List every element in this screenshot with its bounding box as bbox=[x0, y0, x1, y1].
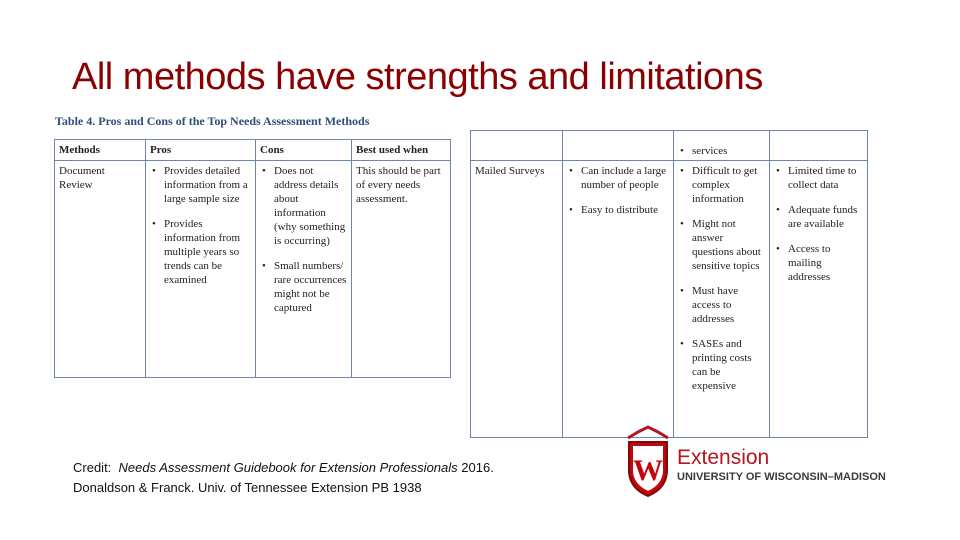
list-item: • Small numbers/ rare occurrences might not be captured bbox=[274, 259, 347, 315]
table-header-row bbox=[55, 140, 451, 161]
header-methods: Methods bbox=[55, 140, 146, 161]
cut-cell bbox=[563, 131, 674, 161]
list-item: • services bbox=[692, 144, 727, 156]
list-item: • Does not address details about information (why something is occurring) bbox=[274, 164, 347, 248]
credit-note bbox=[73, 458, 494, 498]
list-item: • Can include a large number of people bbox=[581, 164, 669, 192]
list-item: • Limited time to collect data bbox=[788, 164, 863, 192]
logo-name: Extension bbox=[677, 446, 770, 469]
cut-cell bbox=[674, 131, 770, 161]
cons-cell bbox=[256, 161, 352, 378]
credit-prefix: Credit: bbox=[73, 460, 119, 475]
table-row bbox=[55, 161, 451, 378]
pros-cell bbox=[146, 161, 256, 378]
method-cell: Mailed Surveys bbox=[471, 161, 563, 438]
logo-subtitle: UNIVERSITY OF WISCONSIN–MADISON bbox=[677, 471, 886, 483]
crest-letter: W bbox=[633, 454, 663, 487]
best-used-cell: This should be part of every needs assessment. bbox=[352, 161, 451, 378]
header-cons: Cons bbox=[256, 140, 352, 161]
list-item: • Must have access to addresses bbox=[692, 284, 765, 326]
uw-crest-icon bbox=[624, 424, 672, 498]
slide-title: All methods have strengths and limitations bbox=[72, 56, 763, 98]
best-used-cell bbox=[770, 161, 868, 438]
list-item: • Might not answer questions about sensitive topics bbox=[692, 217, 765, 273]
header-pros: Pros bbox=[146, 140, 256, 161]
method-cell: Document Review bbox=[55, 161, 146, 378]
table-row-cut bbox=[471, 131, 868, 161]
list-item: • Access to mailing addresses bbox=[788, 242, 863, 284]
list-item: • Adequate funds are available bbox=[788, 203, 863, 231]
list-item: • SASEs and printing costs can be expensive bbox=[692, 337, 765, 393]
header-best-used: Best used when bbox=[352, 140, 451, 161]
table-caption: Table 4. Pros and Cons of the Top Needs Assessment Methods bbox=[55, 114, 370, 128]
pros-cons-table-right bbox=[470, 130, 868, 438]
pros-cons-table-left bbox=[54, 139, 451, 378]
credit-line-2: Donaldson & Franck. Univ. of Tennessee Extension PB 1938 bbox=[73, 480, 422, 495]
list-item: • Easy to distribute bbox=[581, 203, 669, 217]
cut-cell bbox=[770, 131, 868, 161]
credit-book-title: Needs Assessment Guidebook for Extension Professionals bbox=[118, 460, 458, 475]
credit-year: 2016. bbox=[457, 460, 494, 475]
pros-cell bbox=[563, 161, 674, 438]
uw-extension-logo bbox=[624, 424, 894, 498]
list-item: • Provides information from multiple years so trends can be examined bbox=[164, 217, 251, 287]
list-item: • Provides detailed information from a large sample size bbox=[164, 164, 251, 206]
list-item: • Difficult to get complex information bbox=[692, 164, 765, 206]
table-row bbox=[471, 161, 868, 438]
cons-cell bbox=[674, 161, 770, 438]
cut-cell bbox=[471, 131, 563, 161]
